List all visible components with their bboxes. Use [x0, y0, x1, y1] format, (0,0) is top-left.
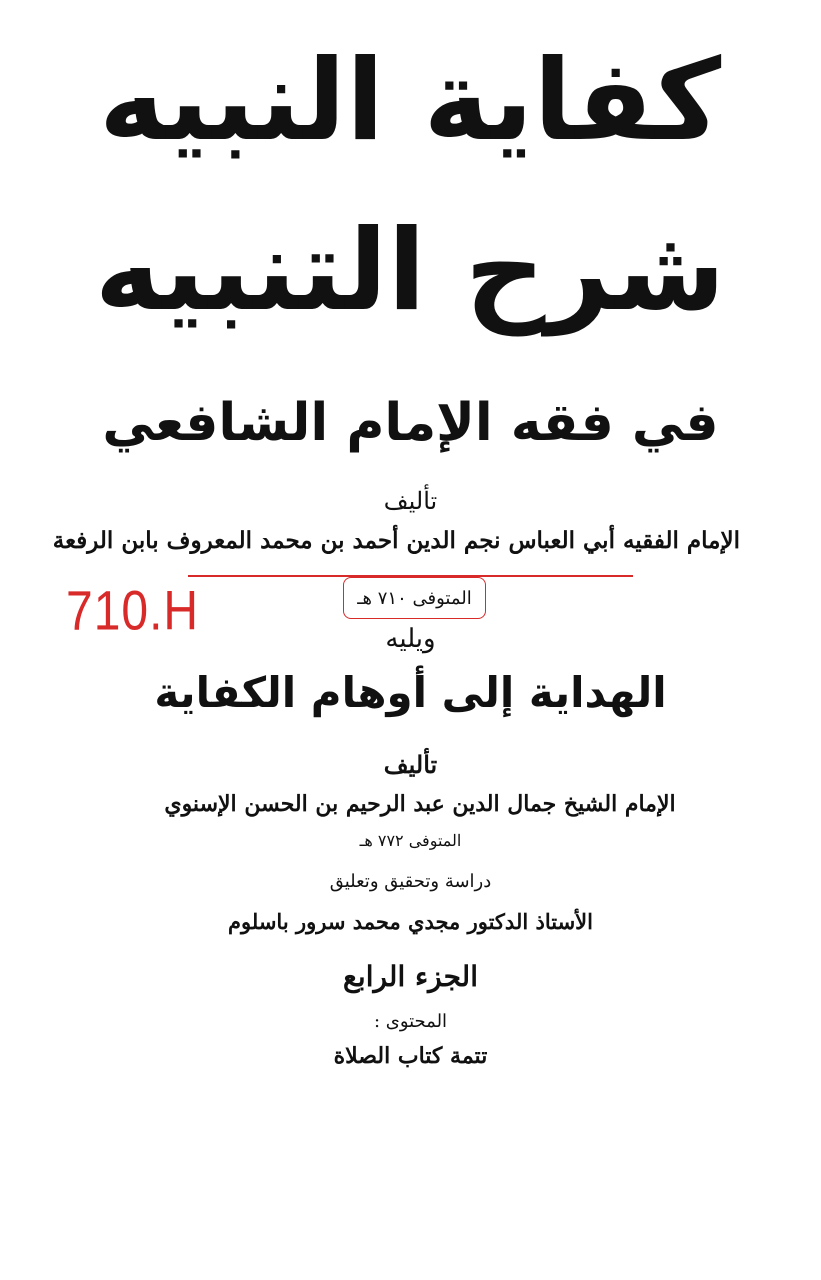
second-work-title: الهداية إلى أوهام الكفاية: [154, 668, 667, 717]
authorship-label: تأليف: [383, 487, 438, 515]
handwritten-red-note: 710.H: [66, 581, 200, 643]
followed-by-label: ويليه: [385, 624, 436, 654]
main-title-line-1: كفاية النبيه: [98, 36, 722, 166]
editor-name: الأستاذ الدكتور مجدي محمد سرور باسلوم: [228, 909, 593, 934]
second-author-name: الإمام الشيخ جمال الدين عبد الرحيم بن الحسن الإسنوي: [164, 791, 676, 817]
study-label: دراسة وتحقيق وتعليق: [329, 871, 492, 892]
contents-label: المحتوى :: [373, 1011, 448, 1032]
second-authorship-label: تأليف: [383, 750, 438, 779]
author-name: الإمام الفقيه أبي العباس نجم الدين أحمد بن محمد المعروف بابن الرفعة: [52, 527, 740, 554]
contents-value: تتمة كتاب الصلاة: [333, 1043, 488, 1069]
author-death-year: المتوفى ٧١٠ هـ: [357, 588, 472, 609]
second-author-death-year: المتوفى ٧٧٢ هـ: [359, 831, 462, 850]
main-title-line-2: شرح التنبيه: [94, 206, 726, 336]
volume-label: الجزء الرابع: [343, 960, 478, 993]
subtitle: في فقه الإمام الشافعي: [102, 393, 719, 453]
